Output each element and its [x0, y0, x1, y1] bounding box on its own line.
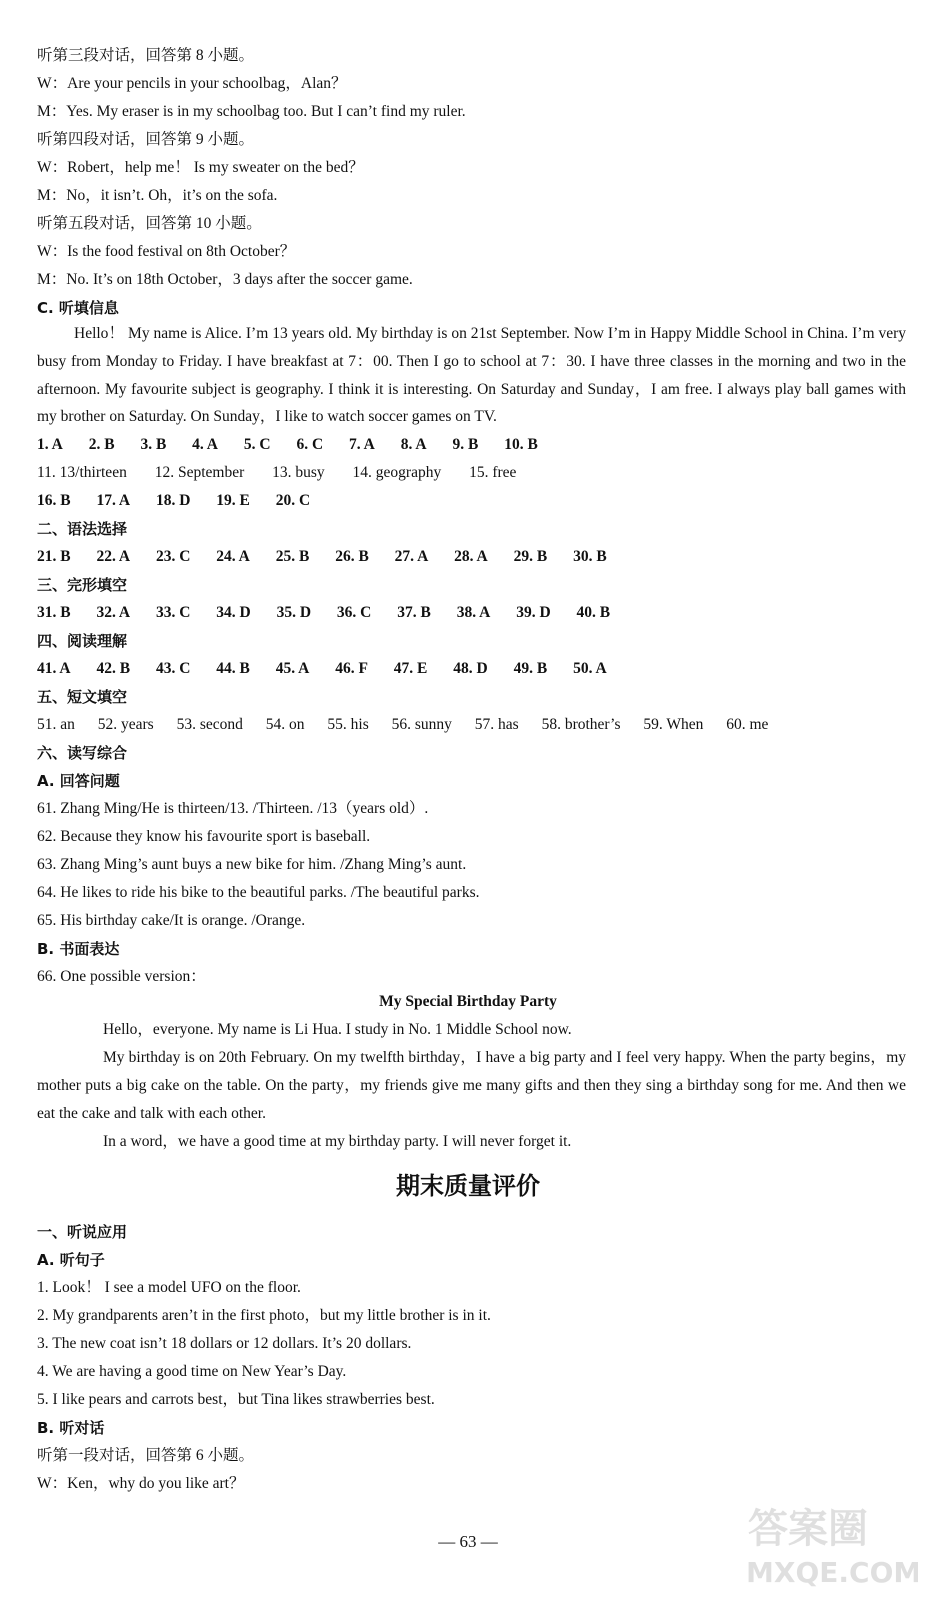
answer-item: 28. A	[454, 548, 488, 565]
watermark-icon	[738, 1490, 918, 1590]
answer-item: 13. busy	[272, 464, 325, 481]
final-sentence: 1. Look！ I see a model UFO on the floor.	[37, 1279, 301, 1296]
answer-item: 57. has	[474, 716, 519, 733]
answer-item: 49. B	[513, 660, 548, 677]
answer-item: 38. A	[456, 604, 491, 621]
answer-item: 58. brother’s	[541, 716, 621, 733]
section-6b-heading: B. 书面表达	[37, 940, 120, 958]
answer-item: 51. an	[37, 716, 75, 733]
answers-21-30	[37, 545, 906, 569]
section-6a-heading: A. 回答问题	[37, 772, 120, 790]
answer-item: 32. A	[96, 604, 131, 621]
essay-paragraph: My birthday is on 20th February. On my twelfth birthday，I have a big party and I feel very happy. When the party begins，my mother puts a big cake on the table. On the party，my friends give me many gifts and then they sing a birthday song for me. And then we eat the cake and talk with each other.	[37, 1049, 906, 1122]
answer-62: 62. Because they know his favourite sport is baseball.	[37, 828, 371, 845]
answer-item: 3. B	[140, 436, 167, 453]
answer-item: 2. B	[88, 436, 115, 453]
answer-item: 35. D	[276, 604, 312, 621]
final-sentence: 5. I like pears and carrots best，but Tina likes strawberries best.	[37, 1391, 435, 1408]
answer-item: 24. A	[216, 548, 250, 565]
answer-item: 41. A	[37, 660, 71, 677]
dialogue-4-m: M：No，it isn’t. Oh，it’s on the sofa.	[37, 187, 278, 204]
answer-item: 9. B	[452, 436, 479, 453]
final-section-b-heading: B. 听对话	[37, 1419, 105, 1437]
watermark-url: MXQE.COM	[746, 1556, 918, 1589]
answer-item: 40. B	[576, 604, 611, 621]
final-b-line: W：Ken，why do you like art？	[37, 1475, 245, 1492]
section-c-heading: C. 听填信息	[37, 299, 119, 317]
answer-item: 52. years	[97, 716, 154, 733]
answer-item: 48. D	[453, 660, 488, 677]
answer-item: 37. B	[397, 604, 431, 621]
answer-item: 55. his	[327, 716, 369, 733]
answers-41-50	[37, 657, 906, 681]
final-sentence: 3. The new coat isn’t 18 dollars or 12 dollars. It’s 20 dollars.	[37, 1335, 412, 1352]
answer-item: 20. C	[275, 492, 311, 509]
answer-item: 26. B	[335, 548, 369, 565]
answer-item: 17. A	[96, 492, 131, 509]
answer-item: 19. E	[216, 492, 250, 509]
answers-51-60	[37, 713, 906, 737]
final-section-a-heading: A. 听句子	[37, 1251, 105, 1269]
essay-paragraph: In a word，we have a good time at my birthday party. I will never forget it.	[103, 1133, 572, 1150]
section-2-heading: 二、语法选择	[37, 520, 128, 538]
answer-item: 11. 13/thirteen	[37, 464, 127, 481]
answer-item: 16. B	[37, 492, 71, 509]
section-6-heading: 六、读写综合	[37, 744, 128, 762]
dialogue-5-m: M：No. It’s on 18th October，3 days after the soccer game.	[37, 271, 413, 288]
answer-item: 23. C	[155, 548, 191, 565]
answer-item: 53. second	[176, 716, 243, 733]
answers-31-40	[37, 601, 906, 625]
answer-item: 21. B	[37, 548, 71, 565]
dialogue-3-m: M：Yes. My eraser is in my schoolbag too. But I can’t find my ruler.	[37, 103, 466, 120]
essay-paragraph: Hello，everyone. My name is Li Hua. I study in No. 1 Middle School now.	[103, 1021, 572, 1038]
answer-item: 22. A	[96, 548, 131, 565]
watermark-cn: 答案圈	[748, 1506, 868, 1552]
final-b-intro: 听第一段对话，回答第 6 小题。	[37, 1447, 255, 1464]
answer-item: 60. me	[726, 716, 769, 733]
dialogue-5-w: W：Is the food festival on 8th October？	[37, 243, 296, 260]
answer-item: 18. D	[155, 492, 191, 509]
answer-item: 54. on	[265, 716, 305, 733]
answer-item: 15. free	[469, 464, 517, 481]
answer-63: 63. Zhang Ming’s aunt buys a new bike for him. /Zhang Ming’s aunt.	[37, 856, 467, 873]
answer-item: 50. A	[573, 660, 607, 677]
q66-intro: 66. One possible version：	[37, 968, 206, 985]
answer-item: 27. A	[394, 548, 429, 565]
watermark-logo	[738, 1490, 918, 1590]
answer-item: 12. September	[154, 464, 245, 481]
answer-item: 10. B	[504, 436, 538, 453]
answer-item: 7. A	[349, 436, 375, 453]
answer-item: 29. B	[513, 548, 548, 565]
answer-item: 44. B	[216, 660, 250, 677]
dialogue-5-intro: 听第五段对话，回答第 10 小题。	[37, 215, 262, 232]
answers-1-10	[37, 433, 906, 457]
answer-65: 65. His birthday cake/It is orange. /Orange.	[37, 912, 306, 929]
answer-item: 1. A	[37, 436, 63, 453]
answer-item: 36. C	[336, 604, 372, 621]
answer-item: 46. F	[335, 660, 368, 677]
answer-item: 33. C	[155, 604, 191, 621]
answer-item: 6. C	[296, 436, 324, 453]
answer-item: 25. B	[275, 548, 310, 565]
passage-c: Hello！ My name is Alice. I’m 13 years old. My birthday is on 21st September. Now I’m in Happy Middle School in China. I’m very busy from Monday to Friday. I have breakfast at 7：00. Then I go to school at 7：30. I have three classes in the morning and two in the afternoon. My favourite subject is geography. I think it is interesting. On Saturday and Sunday，I am free. I always play ball games with my brother on Saturday. On Sunday，I like to watch soccer games on TV.	[37, 325, 906, 426]
final-sentence: 4. We are having a good time on New Year’s Day.	[37, 1363, 347, 1380]
dialogue-3-w: W：Are your pencils in your schoolbag，Alan？	[37, 75, 347, 92]
answer-item: 42. B	[96, 660, 131, 677]
essay-title: My Special Birthday Party	[379, 993, 557, 1010]
final-section-1-heading: 一、听说应用	[37, 1223, 128, 1241]
answer-item: 56. sunny	[391, 716, 452, 733]
answer-64: 64. He likes to ride his bike to the beautiful parks. /The beautiful parks.	[37, 884, 480, 901]
answer-item: 45. A	[275, 660, 310, 677]
answer-item: 30. B	[573, 548, 607, 565]
dialogue-3-intro: 听第三段对话，回答第 8 小题。	[37, 47, 255, 64]
answer-item: 4. A	[192, 436, 218, 453]
answers-11-15	[37, 461, 906, 485]
dialogue-4-w: W：Robert，help me！ Is my sweater on the bed？	[37, 159, 364, 176]
answer-item: 31. B	[37, 604, 71, 621]
section-4-heading: 四、阅读理解	[37, 632, 128, 650]
section-5-heading: 五、短文填空	[37, 688, 128, 706]
answers-16-20	[37, 489, 906, 513]
answer-item: 47. E	[393, 660, 428, 677]
answer-item: 14. geography	[352, 464, 442, 481]
answer-item: 59. When	[643, 716, 704, 733]
answer-item: 43. C	[155, 660, 191, 677]
answer-item: 39. D	[516, 604, 551, 621]
answer-61: 61. Zhang Ming/He is thirteen/13. /Thirteen. /13（years old）.	[37, 800, 429, 817]
dialogue-4-intro: 听第四段对话，回答第 9 小题。	[37, 131, 255, 148]
answer-item: 34. D	[216, 604, 251, 621]
final-sentence: 2. My grandparents aren’t in the first photo，but my little brother is in it.	[37, 1307, 491, 1324]
section-3-heading: 三、完形填空	[37, 576, 128, 594]
final-exam-title: 期末质量评价	[396, 1172, 540, 1200]
answer-item: 8. A	[400, 436, 427, 453]
answer-item: 5. C	[243, 436, 271, 453]
page-number: — 63 —	[438, 1532, 498, 1551]
